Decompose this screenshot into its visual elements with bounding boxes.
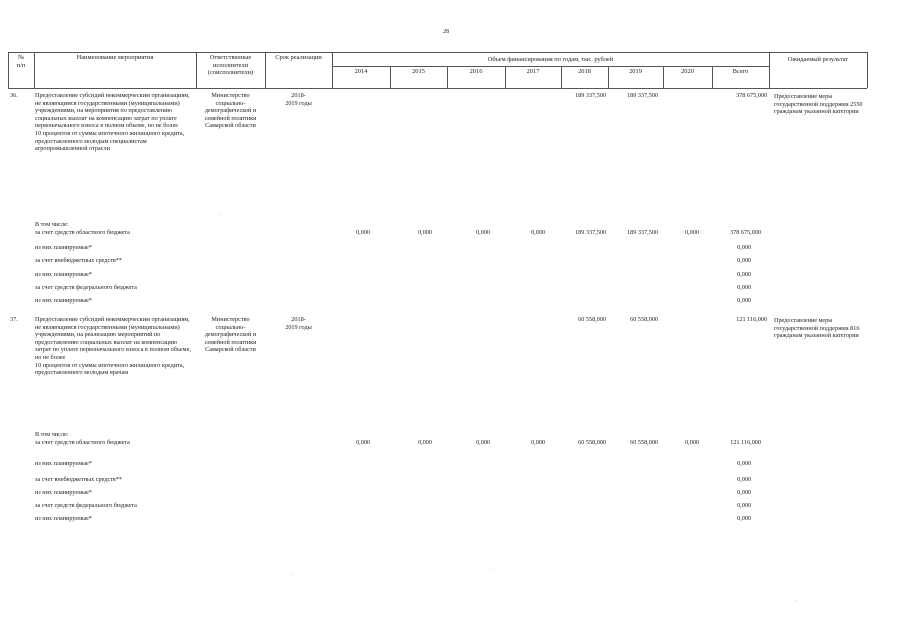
item-value-2018: 60 558,000 [578, 316, 606, 323]
subrow-value-2014: 0,000 [356, 229, 370, 236]
subrow-value-2018: 189 337,500 [575, 229, 606, 236]
subrow-label: за счет внебюджетных средств** [35, 476, 123, 483]
col-border-right [867, 52, 868, 88]
subrow-label: за счет внебюджетных средств** [35, 257, 123, 264]
subrow-label: В том числе: за счет средств областного бюджета [35, 431, 130, 446]
item-number: 37. [10, 316, 18, 323]
subrow-value-total: 378 675,000 [730, 229, 761, 236]
subrow-label: за счет средств федерального бюджета [35, 502, 137, 509]
item-result: Предоставление меры государственной поддержки 2550 гражданам указанной категории [774, 93, 863, 116]
item-term: 2018- 2019 годы [285, 316, 312, 331]
subrow-label: за счет средств федерального бюджета [35, 284, 137, 291]
header-name: Наименование мероприятия [76, 54, 154, 61]
year-header-divider [332, 66, 769, 67]
subrow-value-2017: 0,000 [531, 229, 545, 236]
header-num: № п/п [16, 54, 26, 69]
subrow-value-total: 0,000 [737, 476, 751, 483]
item-term: 2018- 2019 годы [285, 92, 312, 107]
subrow-value-total: 0,000 [737, 257, 751, 264]
subrow-value-total: 0,000 [737, 271, 751, 278]
scan-speck: · [795, 598, 797, 604]
scan-speck: · [490, 566, 492, 572]
scan-speck: · [290, 572, 292, 578]
subrow-label: из них планируемые* [35, 244, 93, 251]
subrow-value-2015: 0,000 [418, 439, 432, 446]
item-value-total: 121 116,000 [736, 316, 767, 323]
item-value-2019: 189 337,500 [627, 92, 658, 99]
header-year-2015: 2015 [412, 68, 425, 75]
subrow-value-2019: 189 337,500 [627, 229, 658, 236]
subrow-value-2020: 0,000 [685, 439, 699, 446]
subrow-value-total: 0,000 [737, 502, 751, 509]
subrow-label: из них планируемые* [35, 515, 93, 522]
subrow-value-total: 0,000 [737, 244, 751, 251]
subrow-label: из них планируемые* [35, 297, 93, 304]
item-executor: Министерство социально-демографической и семейной политики Самарской области [204, 92, 257, 130]
header-term: Срок реализации [275, 54, 322, 61]
subrow-value-total: 121 116,000 [730, 439, 761, 446]
header-year-2019: 2019 [629, 68, 642, 75]
table-top-border [8, 52, 867, 53]
subrow-label: из них планируемые* [35, 489, 93, 496]
subrow-label: В том числе: за счет средств областного бюджета [35, 221, 130, 236]
header-year-2014: 2014 [354, 68, 368, 75]
header-result: Ожидаемый результат [787, 56, 849, 63]
subrow-value-2018: 60 558,000 [578, 439, 606, 446]
item-value-2018: 189 337,500 [575, 92, 606, 99]
subrow-value-2019: 60 558,000 [630, 439, 658, 446]
item-number: 36. [10, 92, 18, 99]
item-result: Предоставление меры государственной поддержки 816 гражданам указанной категории [774, 317, 860, 340]
subrow-value-total: 0,000 [737, 284, 751, 291]
subrow-value-total: 0,000 [737, 460, 751, 467]
header-exec: Ответственные исполнители (соисполнители) [207, 54, 254, 77]
subrow-value-2014: 0,000 [356, 439, 370, 446]
subrow-value-2017: 0,000 [531, 439, 545, 446]
header-funding: Объем финансирования по годам, тыс. рублей [487, 56, 614, 63]
scan-speck: · [218, 212, 220, 218]
header-year-2017: 2017 [526, 68, 540, 75]
item-name: Предоставление субсидий некоммерческим организациям, не являющимся государственными (муниципальными) учреждениями, на мероприятия по предоставлению социальных выплат на компенсацию затрат по уплате первоначального взноса в полном объеме, но не более 10 процентов от суммы ипотечного жилищного кредита, предоставленного молодым специалистам агропромышленной отрасли [35, 92, 190, 153]
header-total: Всего [732, 68, 749, 75]
subrow-label: из них планируемые* [35, 271, 93, 278]
subrow-value-2016: 0,000 [476, 439, 490, 446]
header-bottom-border [8, 88, 867, 89]
item-name: Предоставление субсидий некоммерческим организациям, не являющимся государственными (муниципальными) учреждениями, на реализацию мероприятий по предоставлению социальных выплат на компенсацию затрат по уплате первоначального взноса в полном объеме, но не более 10 процентов от суммы ипотечного жилищного кредита, предоставленного молодым врачам [35, 316, 191, 377]
page-number: 28 [443, 29, 449, 35]
item-executor: Министерство социально-демографической и семейной политики Самарской области [204, 316, 257, 354]
subrow-label: из них планируемые* [35, 460, 93, 467]
subrow-value-total: 0,000 [737, 489, 751, 496]
subrow-value-2016: 0,000 [476, 229, 490, 236]
subrow-value-2020: 0,000 [685, 229, 699, 236]
header-year-2020: 2020 [681, 68, 694, 75]
item-value-total: 378 675,000 [736, 92, 767, 99]
subrow-value-2015: 0,000 [418, 229, 432, 236]
header-year-2018: 2018 [578, 68, 591, 75]
subrow-value-total: 0,000 [737, 297, 751, 304]
subrow-value-total: 0,000 [737, 515, 751, 522]
header-year-2016: 2016 [469, 68, 483, 75]
item-value-2019: 60 558,000 [630, 316, 658, 323]
